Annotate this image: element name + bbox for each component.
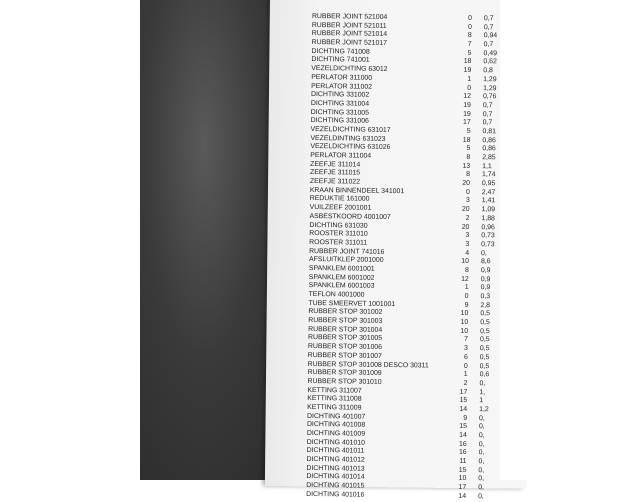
item-price: 1,41	[481, 197, 496, 205]
item-quantity: 3	[465, 232, 470, 240]
item-name: PERLATOR 311002	[311, 82, 373, 91]
item-quantity: 5	[466, 145, 471, 153]
item-quantity: 7	[467, 40, 472, 49]
item-quantity: 0	[464, 292, 469, 300]
item-quantity: 3	[464, 345, 468, 353]
item-price: 0,6	[479, 371, 490, 379]
item-price: 1,29	[483, 75, 497, 84]
item-name: DICHTING 331004	[310, 99, 370, 108]
item-price: 0,76	[482, 93, 497, 101]
item-price: 0,8	[483, 67, 493, 75]
item-name: DICHTING 331006	[310, 117, 369, 125]
item-name: ROOSTER 311011	[309, 238, 368, 247]
item-name: RUBBER STOP 301004	[308, 325, 383, 334]
item-quantity: 2	[463, 379, 468, 387]
item-quantity: 8	[467, 32, 472, 40]
item-quantity: 8	[466, 153, 471, 161]
item-name: RUBBER STOP 301007	[307, 351, 382, 360]
item-name: DICHTING 331005	[310, 108, 370, 117]
item-quantity: 7	[464, 336, 469, 344]
item-quantity: 10	[460, 327, 469, 335]
item-name: VEZELDICHTING 63012	[311, 65, 388, 74]
item-name: KETTING 311007	[307, 386, 362, 395]
item-quantity: 2	[465, 214, 470, 222]
item-name: RUBBER JOINT 521017	[311, 39, 388, 47]
item-price: 1,09	[481, 206, 496, 214]
inventory-list	[306, 13, 512, 502]
item-price: 0,7	[482, 101, 493, 110]
item-price: 0,9	[480, 275, 491, 283]
item-price: 0,	[478, 449, 485, 457]
item-name: ASBESTKOORD 4001007	[309, 212, 391, 221]
item-name: RUBBER STOP 301008 DESCO 30311	[307, 360, 429, 369]
item-quantity: 4	[465, 249, 470, 257]
item-quantity: 19	[463, 110, 471, 118]
item-price: 0,	[478, 423, 485, 431]
item-price: 0,5	[480, 319, 490, 327]
item-quantity: 17	[458, 483, 467, 492]
item-quantity: 3	[465, 240, 470, 248]
item-quantity: 5	[467, 49, 472, 57]
item-name: REDUKTIE 161000	[309, 195, 370, 204]
item-price: 0,86	[482, 145, 496, 153]
item-quantity: 1	[463, 371, 468, 379]
item-price: 0,3	[480, 293, 491, 301]
item-price: 0,	[479, 379, 486, 388]
item-price: 0,	[481, 249, 487, 257]
list-item	[306, 491, 506, 502]
item-price: 1,1	[482, 162, 492, 170]
item-name: PERLATOR 311004	[310, 151, 372, 160]
item-name: RUBBER JOINT 741016	[309, 247, 385, 256]
item-name: ZEEFJE 311015	[310, 169, 361, 177]
item-quantity: 14	[458, 492, 467, 500]
item-name: RUBBER STOP 301010	[307, 377, 382, 386]
item-price: 1,74	[481, 171, 496, 179]
item-price: 0,9	[480, 267, 491, 275]
item-price: 0,9	[480, 284, 491, 292]
item-price: 0,	[478, 492, 484, 500]
item-price: 1,2	[479, 406, 489, 414]
item-name: DICHTING 331002	[310, 91, 370, 99]
item-name: KRAAN BINNENDEEL 341001	[309, 186, 405, 195]
item-quantity: 6	[463, 353, 468, 361]
item-quantity: 18	[463, 58, 472, 66]
item-quantity: 13	[462, 162, 471, 170]
item-quantity: 19	[463, 66, 472, 75]
item-price: 1,88	[481, 214, 495, 223]
item-name: SPANKLEM 6001003	[308, 282, 375, 291]
item-quantity: 17	[462, 119, 471, 127]
item-quantity: 0	[468, 14, 472, 22]
item-name: RUBBER JOINT 521011	[311, 21, 387, 30]
item-name: DICHTING 401011	[306, 447, 365, 456]
item-price: 0,	[478, 432, 485, 440]
item-price: 0,	[478, 458, 485, 466]
item-name: ZEEFJE 311022	[309, 178, 361, 186]
item-name: DICHTING 401008	[306, 421, 366, 429]
item-name: RUBBER JOINT 521014	[311, 30, 388, 39]
item-price: 0,7	[482, 119, 493, 127]
item-quantity: 12	[461, 275, 469, 283]
item-name: ROOSTER 311010	[309, 230, 368, 238]
item-quantity: 0	[465, 188, 470, 196]
right-border	[500, 0, 640, 480]
item-price: 0,5	[479, 353, 490, 362]
item-quantity: 10	[460, 310, 469, 318]
item-name: DICHTING 401016	[306, 490, 365, 499]
item-quantity: 5	[466, 127, 471, 135]
item-price: 0,95	[481, 180, 496, 188]
item-price: 8,6	[480, 258, 491, 266]
item-quantity: 8	[464, 266, 469, 274]
item-quantity: 0	[467, 23, 472, 31]
item-quantity: 14	[459, 431, 467, 439]
item-price: 0,62	[483, 58, 497, 66]
item-name: TEFLON 4001000	[308, 290, 365, 299]
item-name: DICHTING 401013	[306, 464, 365, 473]
item-quantity: 17	[459, 388, 468, 396]
item-price: 0,5	[480, 327, 490, 335]
item-price: 0,7	[483, 23, 494, 31]
item-price: 0,5	[479, 336, 490, 344]
item-quantity: 10	[458, 475, 467, 483]
item-quantity: 3	[465, 197, 470, 205]
item-price: 0,5	[479, 362, 490, 370]
item-price: 2,85	[482, 154, 496, 162]
item-quantity: 20	[461, 205, 470, 214]
item-name: VEZELDINTING 631023	[310, 134, 386, 143]
item-quantity: 0	[467, 84, 472, 92]
item-name: DICHTING 401009	[306, 429, 366, 438]
item-quantity: 8	[466, 171, 471, 179]
item-name: ZEEFJE 311014	[310, 160, 361, 169]
item-name: RUBBER STOP 301009	[307, 369, 382, 378]
item-name: DICHTING 631030	[309, 221, 368, 230]
item-name: DICHTING 401014	[306, 473, 365, 482]
item-quantity: 10	[460, 318, 469, 326]
item-name: SPANKLEM 6001002	[308, 273, 375, 282]
item-quantity: 9	[464, 301, 469, 309]
item-name: VEZELDICHTING 631026	[310, 143, 391, 152]
item-name: DICHTING 401012	[306, 456, 365, 464]
left-border	[0, 0, 140, 480]
item-price: 0,7	[482, 110, 493, 118]
item-name: DICHTING 741001	[311, 56, 370, 65]
item-price: 1,	[479, 388, 486, 396]
item-quantity: 18	[462, 136, 471, 144]
item-price: 0,	[478, 466, 485, 474]
item-price: 1,29	[483, 84, 497, 92]
item-price: 0,81	[482, 128, 497, 136]
item-quantity: 15	[459, 397, 468, 405]
item-name: RUBBER STOP 301003	[308, 317, 383, 325]
item-price: 0,5	[479, 345, 490, 353]
item-name: KETTING 311009	[307, 403, 362, 412]
item-name: DICHTING 401010	[306, 438, 366, 447]
item-price: 2,8	[480, 301, 491, 309]
item-name: RUBBER JOINT 521004	[311, 13, 388, 21]
item-quantity: 0	[463, 362, 468, 370]
item-price: 0,49	[483, 49, 497, 58]
item-price: 0,73	[481, 232, 495, 240]
item-price: 2,47	[481, 188, 496, 197]
item-price: 0,	[478, 484, 485, 492]
item-quantity: 11	[459, 457, 467, 465]
item-name: DICHTING 401007	[307, 412, 366, 421]
item-name: AFSLUITKLEP 2001000	[308, 256, 384, 265]
item-quantity: 20	[461, 223, 470, 231]
item-quantity: 1	[464, 284, 469, 292]
item-quantity: 1	[467, 75, 472, 83]
item-price: 1	[479, 397, 484, 405]
item-quantity: 9	[463, 414, 468, 422]
item-quantity: 19	[463, 101, 471, 109]
item-name: KETTING 311008	[307, 395, 362, 403]
item-quantity: 10	[461, 258, 470, 266]
item-name: RUBBER STOP 301006	[307, 343, 383, 352]
item-price: 0,	[479, 414, 485, 422]
item-quantity: 14	[459, 405, 468, 413]
item-price: 0,	[478, 440, 485, 448]
item-price: 0,	[478, 475, 485, 483]
item-price: 0,5	[480, 310, 490, 318]
item-name: DICHTING 401015	[306, 482, 365, 490]
item-name: PERLATOR 311000	[311, 73, 373, 82]
item-price: 0,7	[483, 41, 494, 49]
item-price: 0,73	[481, 240, 495, 249]
item-price: 0,7	[483, 15, 494, 23]
item-name: DICHTING 741008	[311, 47, 370, 56]
item-name: RUBBER STOP 301002	[308, 308, 383, 317]
item-name: VUILZEEF 2001001	[309, 204, 372, 212]
item-quantity: 15	[458, 466, 467, 474]
item-price: 0,86	[482, 136, 496, 144]
item-quantity: 16	[459, 440, 467, 448]
item-quantity: 15	[459, 423, 467, 431]
item-quantity: 20	[462, 179, 470, 188]
item-name: RUBBER STOP 301005	[307, 334, 383, 343]
item-name: TUBE SMEERVET 1001001	[308, 299, 396, 308]
item-name: VEZELDICHTING 631017	[310, 125, 391, 134]
item-quantity: 12	[463, 93, 472, 101]
item-name: SPANKLEM 6001001	[308, 264, 375, 273]
item-price: 0,94	[483, 32, 498, 40]
item-price: 0,96	[481, 223, 495, 231]
item-quantity: 16	[458, 449, 467, 457]
